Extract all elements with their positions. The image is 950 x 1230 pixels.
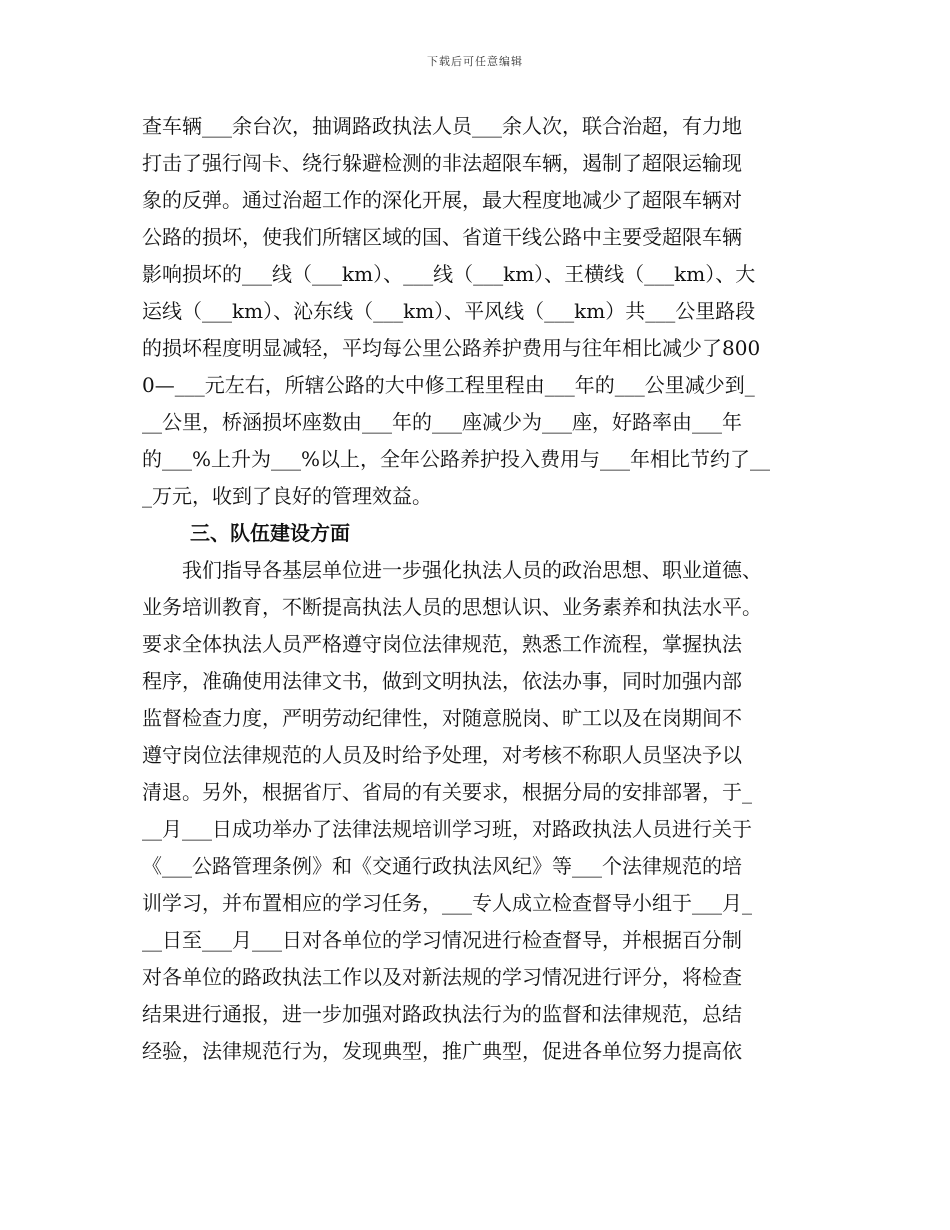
text-line: 要求全体执法人员严格遵守岗位法律规范，熟悉工作流程，掌握执法 <box>142 632 742 656</box>
text-line: __日至___月___日对各单位的学习情况进行检查督导，并根据百分制 <box>142 928 742 952</box>
text-line: 象的反弹。通过治超工作的深化开展，最大程度地减少了超限车辆对 <box>142 188 742 212</box>
page-header: 下载后可任意编辑 <box>427 55 523 68</box>
text-line: 0—___元左右，所辖公路的大中修工程里程由___年的___公里减少到_ <box>142 373 755 397</box>
text-line: 结果进行通报，进一步加强对路政执法行为的监督和法律规范，总结 <box>142 1002 742 1026</box>
text-line: 监督检查力度，严明劳动纪律性，对随意脱岗、旷工以及在岗期间不 <box>142 706 742 730</box>
text-line: 的损坏程度明显减轻，平均每公里公路养护费用与往年相比减少了800 <box>142 336 761 360</box>
text-line: _万元，收到了良好的管理效益。 <box>142 484 432 508</box>
section-heading: 三、队伍建设方面 <box>190 521 350 545</box>
text-line: __公里，桥涵损坏座数由___年的___座减少为___座，好路率由___年 <box>142 410 742 434</box>
text-line: 《___公路管理条例》和《交通行政执法风纪》等___个法律规范的培 <box>142 854 742 878</box>
text-line: 我们指导各基层单位进一步强化执法人员的政治思想、职业道德、 <box>142 558 762 582</box>
text-line: 对各单位的路政执法工作以及对新法规的学习情况进行评分，将检查 <box>142 965 742 989</box>
text-line: 训学习，并布置相应的学习任务，___专人成立检查督导小组于___月_ <box>142 891 752 915</box>
text-line: 打击了强行闯卡、绕行躲避检测的非法超限车辆，遏制了超限运输现 <box>142 151 742 175</box>
text-line: 的___%上升为___%以上，全年公路养护投入费用与___年相比节约了__ <box>142 447 771 471</box>
text-line: 遵守岗位法律规范的人员及时给予处理，对考核不称职人员坚决予以 <box>142 743 742 767</box>
text-line: 公路的损坏，使我们所辖区域的国、省道干线公路中主要受超限车辆 <box>142 225 742 249</box>
text-line: 清退。另外，根据省厅、省局的有关要求，根据分局的安排部署，于_ <box>142 780 752 804</box>
text-line: 影响损坏的___线（___km）、___线（___km）、王横线（___km）、大 <box>142 262 756 286</box>
text-line: 运线（___km）、沁东线（___km）、平风线（___km）共___公里路段 <box>142 299 756 323</box>
document-body <box>142 108 818 1070</box>
text-line: 业务培训教育，不断提高执法人员的思想认识、业务素养和执法水平。 <box>142 595 762 619</box>
text-line: 程序，准确使用法律文书，做到文明执法，依法办事，同时加强内部 <box>142 669 742 693</box>
text-line: 经验，法律规范行为，发现典型，推广典型，促进各单位努力提高依 <box>142 1039 742 1063</box>
text-line: 查车辆___余台次，抽调路政执法人员___余人次，联合治超，有力地 <box>142 114 742 138</box>
text-line: __月___日成功举办了法律法规培训学习班，对路政执法人员进行关于 <box>142 817 752 841</box>
